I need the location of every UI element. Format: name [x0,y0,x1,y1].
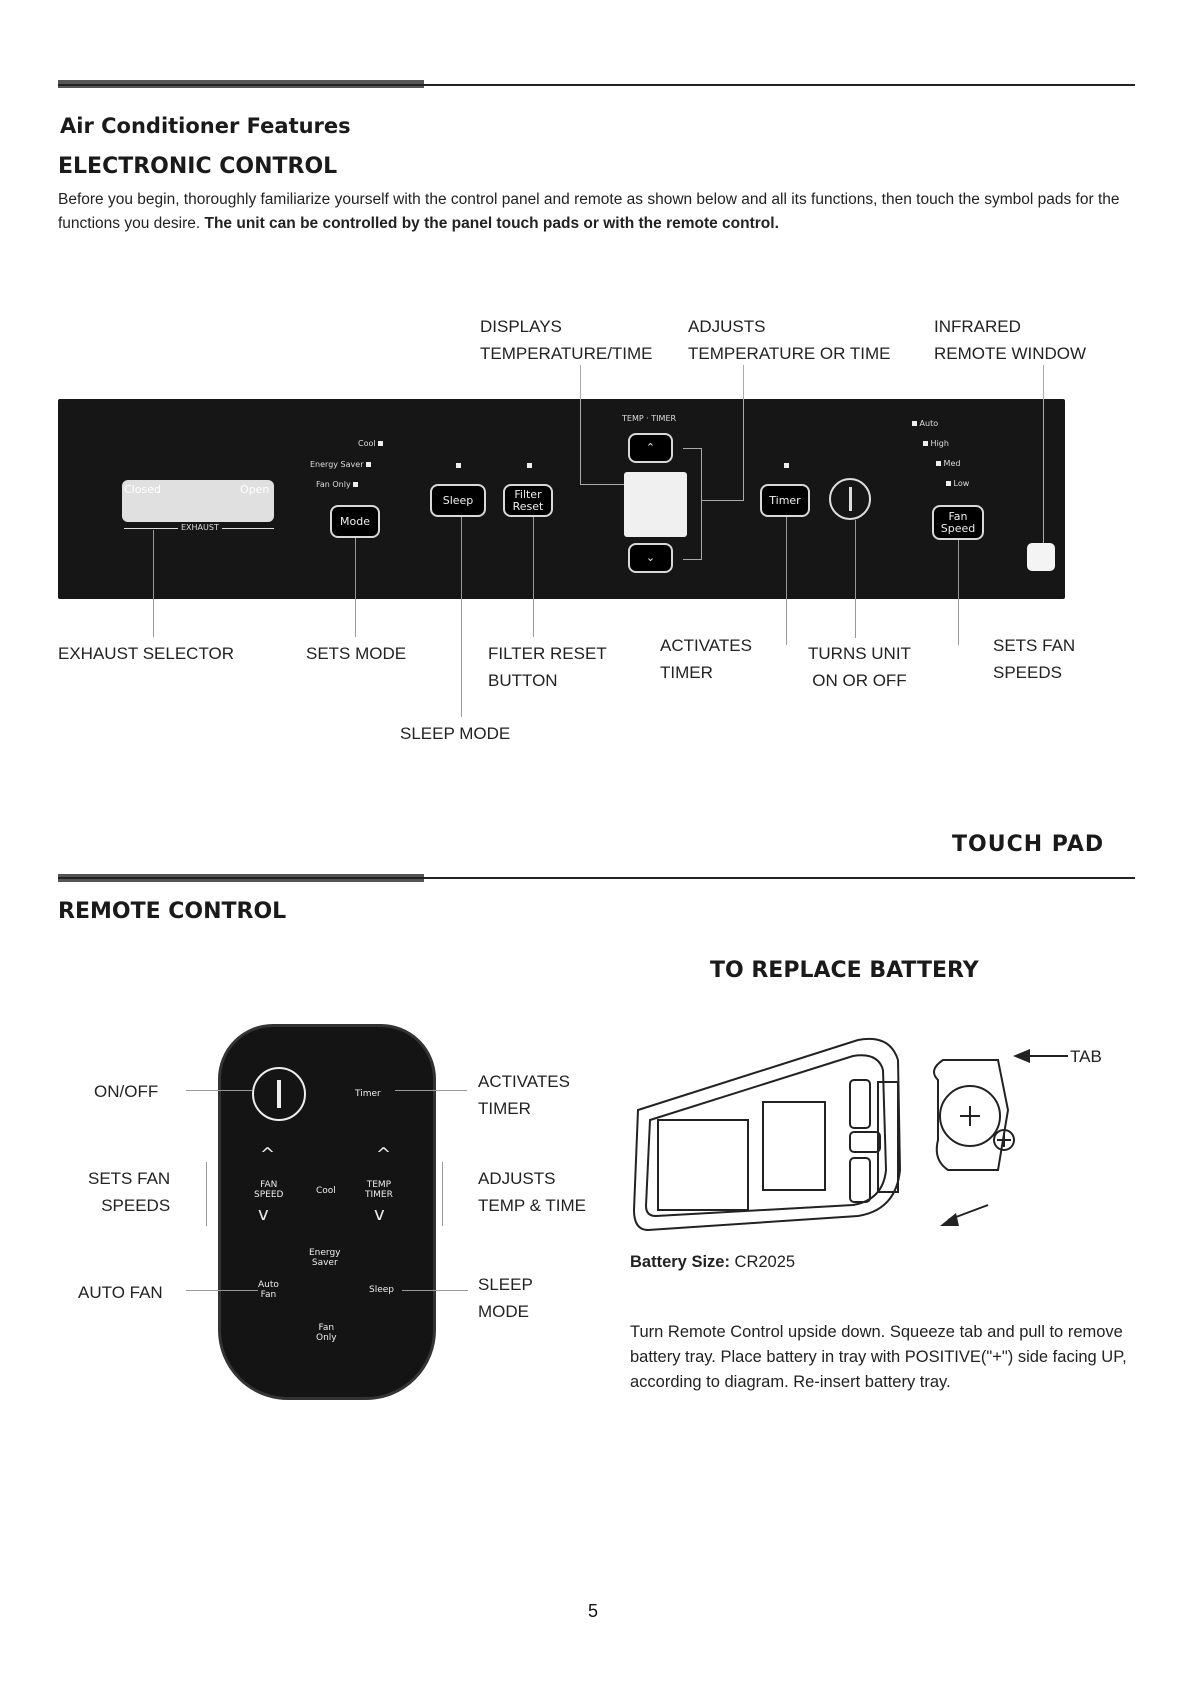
callout-activates-line2: TIMER [660,663,713,682]
callout-infrared-line2: REMOTE WINDOW [934,344,1087,363]
callout-sets-mode: SETS MODE [306,644,407,663]
battery-title: TO REPLACE BATTERY [710,958,979,983]
callout-displays [480,313,653,367]
page-number: 5 [588,1601,599,1621]
exhaust-open-label: Open [240,483,270,496]
label-sets-fan-line1: SETS FAN [88,1169,171,1188]
label-on-off: ON/OFF [94,1082,159,1101]
remote-fan-speed-button[interactable] [254,1180,283,1200]
temp-timer-label: TEMP · TIMER [622,414,677,423]
remote-auto-line1: Auto [258,1280,279,1290]
section-title: Air Conditioner Features [60,114,351,138]
filter-label-line1: Filter [514,487,542,501]
callout-infrared-line1: INFRARED [934,317,1021,336]
mode-fan-label: Fan Only [316,480,351,489]
label-activates-line1: ACTIVATES [478,1072,570,1091]
filter-leader [533,517,534,637]
callout-filter-line2: BUTTON [488,671,558,690]
label-sets-fan-line2: SPEEDS [101,1196,171,1215]
battery-size-label: Battery Size: [630,1253,730,1271]
adjust-leader [743,365,744,501]
led-auto [912,421,917,426]
remote-fan-down-icon[interactable]: v [258,1204,269,1225]
remote-fanonly-line2: Only [316,1333,337,1343]
sleep-button[interactable]: Sleep [430,484,486,517]
infrared-leader [1043,365,1044,543]
label-sleep-line2: MODE [478,1302,529,1321]
led-high [923,441,928,446]
callout-displays-line2: TEMPERATURE/TIME [480,344,653,363]
intro-bold: The unit can be controlled by the panel touch pads or with the remote control. [204,215,779,232]
remote-fan-line1: FAN [260,1180,278,1190]
label-sleep-mode [478,1271,533,1325]
remote-fan-line2: SPEED [254,1190,284,1200]
remote-temp-down-icon[interactable]: v [374,1204,385,1225]
remote-energy-saver-button[interactable] [309,1248,341,1268]
fan-high-indicator [923,439,949,448]
remote-fan-only-button[interactable] [316,1323,337,1343]
remote-fanonly-line1: Fan [318,1323,335,1333]
display-leader-h [580,484,624,485]
label-auto-fan: AUTO FAN [78,1283,163,1302]
led-sleep [456,463,461,468]
callout-turns-unit [808,640,911,694]
fan-low-label: Low [953,479,970,488]
label-sets-fan [88,1165,170,1219]
led-filter [527,463,532,468]
label-adjusts-line1: ADJUSTS [478,1169,556,1188]
callout-fan-line2: SPEEDS [993,663,1062,682]
callout-adjusts-line1: ADJUSTS [688,317,766,336]
remote-auto-fan-button[interactable] [258,1280,279,1300]
battery-recess-2 [763,1102,825,1190]
chevron-down-icon: ⌄ [645,551,656,564]
callout-sleep-mode: SLEEP MODE [400,724,511,743]
header-rule-thin [58,84,1135,86]
remote-power-button[interactable] [252,1067,306,1121]
autofan-leader [186,1290,258,1291]
callout-adjusts-line2: TEMPERATURE OR TIME [688,344,891,363]
onoff-leader [186,1090,252,1091]
fan-speed-button[interactable] [932,505,984,540]
tab-label: TAB [1070,1047,1102,1066]
fan-leader [958,540,959,645]
mode-cool-indicator [358,439,383,448]
remote-temp-line1: TEMP [366,1180,392,1190]
remote-power-icon [277,1080,281,1108]
remote-energy-line2: Saver [311,1258,338,1268]
timer-leader-remote [395,1090,467,1091]
mode-energy-indicator [310,460,371,469]
remote-fan-up-icon[interactable]: ^ [260,1144,276,1165]
callout-displays-line1: DISPLAYS [480,317,562,336]
fan-speed-line2: Speed [940,521,976,535]
exhaust-leader [153,530,154,637]
chevron-up-icon: ⌃ [645,441,656,454]
callout-filter-line1: FILTER RESET [488,644,607,663]
battery-recess-1 [658,1120,748,1210]
led-timer [784,463,789,468]
adjust-bracket-line [701,500,743,501]
battery-size-value: CR2025 [734,1253,796,1271]
label-activates-timer [478,1068,570,1122]
filter-label-line2: Reset [512,499,544,513]
sleep-leader-remote [402,1290,468,1291]
led-fan [353,482,358,487]
display-leader [580,365,581,485]
remote-control-body [218,1024,436,1400]
power-icon [849,487,852,511]
battery-size [630,1250,795,1275]
fan-auto-label: Auto [919,419,939,428]
temp-bracket [442,1162,443,1226]
power-button[interactable] [829,478,871,520]
callout-turns-line2: ON OR OFF [812,671,907,690]
fan-high-label: High [930,439,949,448]
remote-auto-line2: Fan [260,1290,277,1300]
callout-sets-fan [993,632,1075,686]
filter-reset-button[interactable] [503,484,553,517]
remote-cool-button[interactable]: Cool [316,1186,336,1196]
remote-timer-button[interactable]: Timer [355,1089,381,1099]
mode-leader [355,538,356,637]
exhaust-label: EXHAUST [178,523,222,532]
led-med [936,461,941,466]
sleep-leader [461,517,462,717]
down-button[interactable] [628,543,673,573]
temperature-display [624,472,687,537]
callout-infrared [934,313,1086,367]
remote-rule-thin [58,877,1135,879]
mode-fan-indicator [316,480,358,489]
battery-diagram [628,1020,1128,1240]
remote-control-title: REMOTE CONTROL [58,899,287,924]
led-low [946,481,951,486]
adjust-bracket [683,448,702,560]
callout-fan-line1: SETS FAN [993,636,1076,655]
timer-button[interactable]: Timer [760,484,810,517]
led-energy [366,462,371,467]
remote-energy-line1: Energy [309,1248,341,1258]
callout-adjusts [688,313,890,367]
mode-button[interactable]: Mode [330,505,380,538]
callout-activates-timer [660,632,752,686]
fan-speed-line1: Fan [948,509,968,523]
timer-leader [786,517,787,645]
remote-sleep-button[interactable]: Sleep [369,1285,395,1295]
intro-normal: Before you begin, thoroughly familiarize yourself with the control panel and remote as shown below and all its functions, then touch the symbol pads for the functions you desire. [58,191,1120,232]
remote-temp-line2: TIMER [365,1190,393,1200]
fan-low-indicator [946,479,969,488]
up-button[interactable] [628,433,673,463]
callout-exhaust-selector: EXHAUST SELECTOR [58,644,235,663]
touch-pad-title: TOUCH PAD [952,832,1105,857]
fan-med-indicator [936,459,960,468]
led-cool [378,441,383,446]
label-sleep-line1: SLEEP [478,1275,533,1294]
callout-turns-line1: TURNS UNIT [808,644,911,663]
subsection-title: ELECTRONIC CONTROL [58,154,338,179]
fan-med-label: Med [943,459,961,468]
remote-temp-up-icon[interactable]: ^ [376,1144,392,1165]
callout-filter-reset [488,640,607,694]
remote-temp-timer-button[interactable] [365,1180,393,1200]
callout-activates-line1: ACTIVATES [660,636,752,655]
infrared-window [1027,543,1055,571]
exhaust-closed-label: Closed [124,483,161,496]
fan-bracket [206,1162,207,1226]
battery-instructions: Turn Remote Control upside down. Squeeze tab and pull to remove battery tray. Place battery in tray with POSITIVE("+") side facing UP, according to diagram. Re-insert battery tray. [630,1323,1127,1391]
mode-cool-label: Cool [358,439,376,448]
label-adjusts-temp [478,1165,586,1219]
intro-paragraph [58,188,1138,236]
label-activates-line2: TIMER [478,1099,531,1118]
fan-auto-indicator [912,419,938,428]
mode-energy-label: Energy Saver [310,460,364,469]
label-adjusts-line2: TEMP & TIME [478,1196,587,1215]
power-leader [855,520,856,638]
